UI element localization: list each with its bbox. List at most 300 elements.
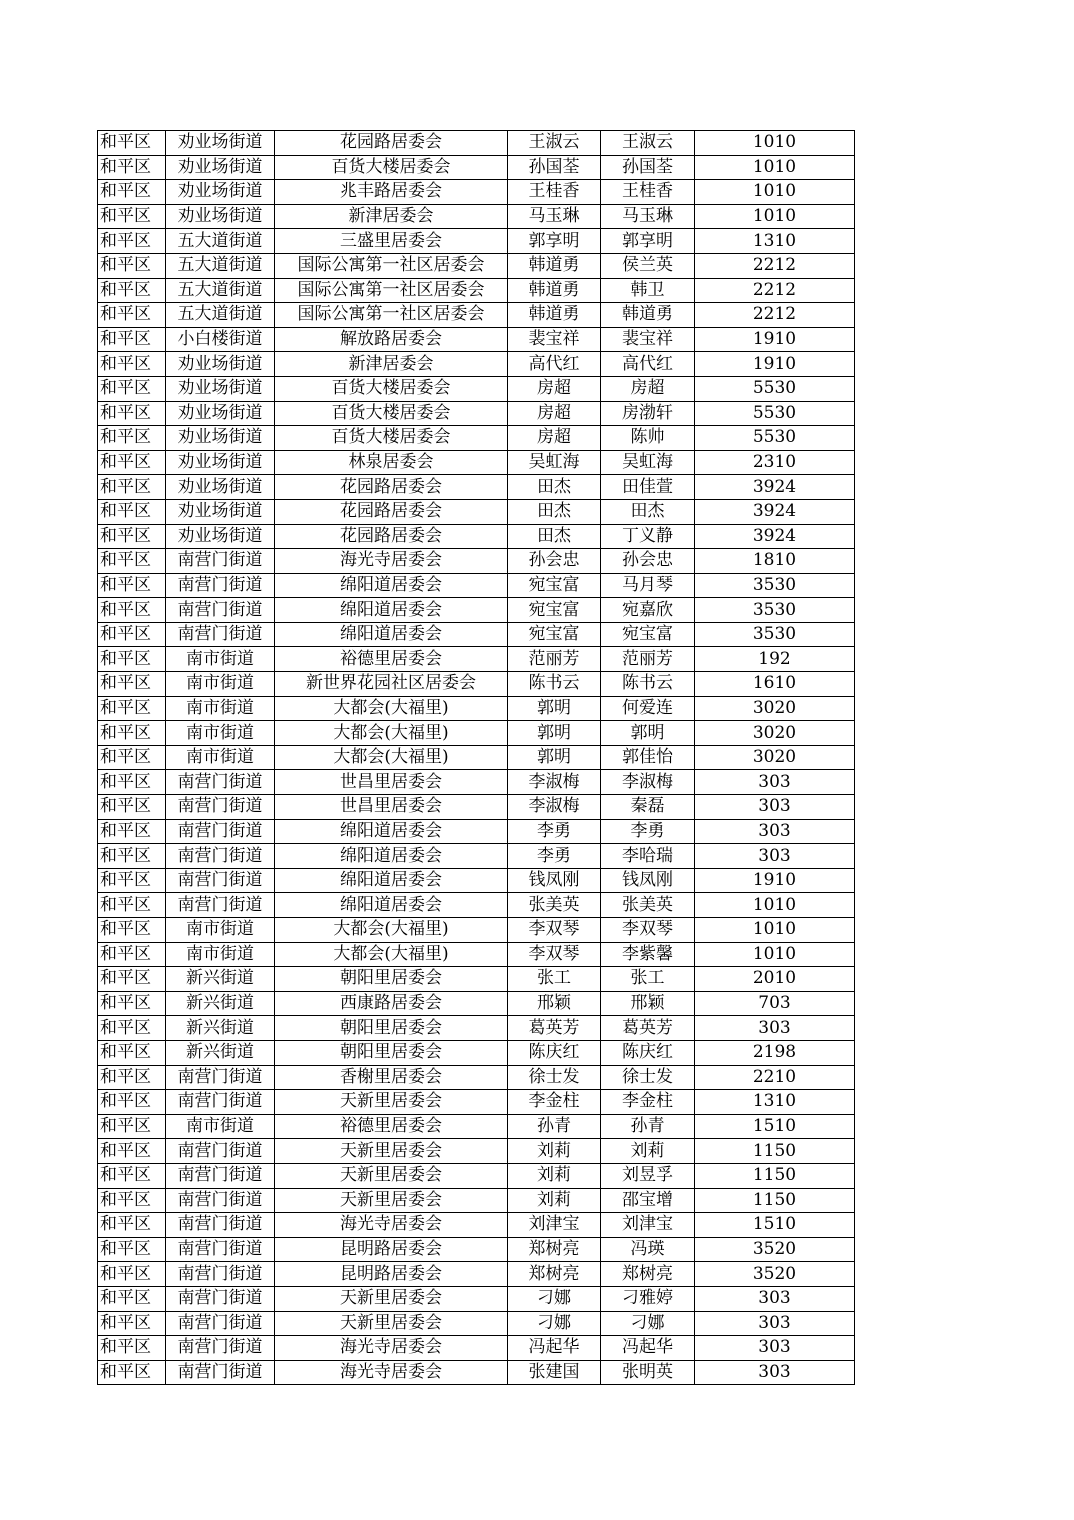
street-cell: 南市街道 [166,672,275,697]
committee-cell: 绵阳道居委会 [275,622,508,647]
number-cell: 303 [695,795,855,820]
member-cell: 李双琴 [601,918,695,943]
number-cell: 1610 [695,672,855,697]
member-cell: 李哈瑞 [601,844,695,869]
table-row [98,819,855,844]
district-cell: 和平区 [98,1139,166,1164]
table-row [98,229,855,254]
member-cell: 裴宝祥 [601,327,695,352]
committee-cell: 绵阳道居委会 [275,598,508,623]
contact-cell: 郑树亮 [508,1237,601,1262]
table-row [98,1360,855,1385]
district-cell: 和平区 [98,524,166,549]
district-cell: 和平区 [98,1262,166,1287]
table-row [98,672,855,697]
street-cell: 南营门街道 [166,1237,275,1262]
contact-cell: 田杰 [508,524,601,549]
member-cell: 冯起华 [601,1336,695,1361]
committee-cell: 新世界花园社区居委会 [275,672,508,697]
district-cell: 和平区 [98,868,166,893]
contact-cell: 刘津宝 [508,1213,601,1238]
number-cell: 3520 [695,1262,855,1287]
table-row [98,770,855,795]
number-cell: 2212 [695,253,855,278]
number-cell: 1510 [695,1114,855,1139]
contact-cell: 李双琴 [508,942,601,967]
table-row [98,942,855,967]
table-row [98,1114,855,1139]
number-cell: 1150 [695,1188,855,1213]
committee-cell: 海光寺居委会 [275,1336,508,1361]
street-cell: 小白楼街道 [166,327,275,352]
street-cell: 南市街道 [166,942,275,967]
district-cell: 和平区 [98,745,166,770]
contact-cell: 房超 [508,401,601,426]
committee-cell: 朝阳里居委会 [275,1040,508,1065]
district-cell: 和平区 [98,278,166,303]
table-row [98,204,855,229]
district-cell: 和平区 [98,376,166,401]
committee-cell: 大都会(大福里) [275,942,508,967]
number-cell: 1810 [695,549,855,574]
contact-cell: 李勇 [508,844,601,869]
member-cell: 邢颖 [601,991,695,1016]
committee-cell: 绵阳道居委会 [275,819,508,844]
contact-cell: 刁娜 [508,1286,601,1311]
contact-cell: 郑树亮 [508,1262,601,1287]
street-cell: 南市街道 [166,721,275,746]
contact-cell: 刘莉 [508,1163,601,1188]
district-cell: 和平区 [98,696,166,721]
number-cell: 3530 [695,573,855,598]
street-cell: 劝业场街道 [166,426,275,451]
number-cell: 1010 [695,204,855,229]
member-cell: 高代红 [601,352,695,377]
number-cell: 2198 [695,1040,855,1065]
committee-cell: 海光寺居委会 [275,549,508,574]
district-cell: 和平区 [98,1090,166,1115]
street-cell: 五大道街道 [166,303,275,328]
table-row [98,475,855,500]
district-cell: 和平区 [98,155,166,180]
committee-cell: 朝阳里居委会 [275,967,508,992]
street-cell: 南营门街道 [166,549,275,574]
street-cell: 五大道街道 [166,253,275,278]
number-cell: 3020 [695,696,855,721]
district-cell: 和平区 [98,819,166,844]
street-cell: 南营门街道 [166,795,275,820]
street-cell: 新兴街道 [166,991,275,1016]
number-cell: 303 [695,1016,855,1041]
street-cell: 劝业场街道 [166,376,275,401]
street-cell: 南营门街道 [166,1090,275,1115]
member-cell: 王桂香 [601,180,695,205]
number-cell: 303 [695,770,855,795]
contact-cell: 李淑梅 [508,770,601,795]
district-cell: 和平区 [98,1286,166,1311]
member-cell: 马玉琳 [601,204,695,229]
committee-cell: 香榭里居委会 [275,1065,508,1090]
committee-cell: 兆丰路居委会 [275,180,508,205]
district-cell: 和平区 [98,672,166,697]
committee-cell: 百货大楼居委会 [275,401,508,426]
number-cell: 1310 [695,229,855,254]
table-row [98,1090,855,1115]
member-cell: 李淑梅 [601,770,695,795]
district-cell: 和平区 [98,1237,166,1262]
member-cell: 李勇 [601,819,695,844]
number-cell: 5530 [695,426,855,451]
contact-cell: 宛宝富 [508,573,601,598]
number-cell: 303 [695,819,855,844]
committee-cell: 西康路居委会 [275,991,508,1016]
street-cell: 南营门街道 [166,1065,275,1090]
committee-cell: 大都会(大福里) [275,721,508,746]
contact-cell: 张美英 [508,893,601,918]
committee-cell: 天新里居委会 [275,1188,508,1213]
committee-cell: 国际公寓第一社区居委会 [275,253,508,278]
member-cell: 徐士发 [601,1065,695,1090]
table-row [98,844,855,869]
table-row [98,991,855,1016]
member-cell: 吴虹海 [601,450,695,475]
contact-cell: 邢颖 [508,991,601,1016]
committee-cell: 朝阳里居委会 [275,1016,508,1041]
committee-cell: 林泉居委会 [275,450,508,475]
table-row [98,352,855,377]
member-cell: 葛英芳 [601,1016,695,1041]
committee-cell: 百货大楼居委会 [275,376,508,401]
number-cell: 5530 [695,376,855,401]
table-row [98,303,855,328]
contact-cell: 李双琴 [508,918,601,943]
district-cell: 和平区 [98,180,166,205]
district-cell: 和平区 [98,229,166,254]
committee-cell: 新津居委会 [275,204,508,229]
contact-cell: 裴宝祥 [508,327,601,352]
table-row [98,721,855,746]
committee-cell: 花园路居委会 [275,475,508,500]
member-cell: 田杰 [601,499,695,524]
member-cell: 何爱连 [601,696,695,721]
district-cell: 和平区 [98,401,166,426]
street-cell: 南营门街道 [166,1360,275,1385]
table-row [98,180,855,205]
table-row [98,1139,855,1164]
contact-cell: 郭明 [508,745,601,770]
table-row [98,967,855,992]
district-cell: 和平区 [98,795,166,820]
contact-cell: 王淑云 [508,131,601,156]
member-cell: 孙国荃 [601,155,695,180]
district-cell: 和平区 [98,967,166,992]
table-row [98,598,855,623]
member-cell: 田佳萱 [601,475,695,500]
committee-cell: 国际公寓第一社区居委会 [275,303,508,328]
table-row [98,1163,855,1188]
district-cell: 和平区 [98,549,166,574]
number-cell: 2212 [695,278,855,303]
district-cell: 和平区 [98,942,166,967]
table-row [98,893,855,918]
street-cell: 南营门街道 [166,598,275,623]
member-cell: 刁娜 [601,1311,695,1336]
district-cell: 和平区 [98,1188,166,1213]
contact-cell: 葛英芳 [508,1016,601,1041]
contact-cell: 冯起华 [508,1336,601,1361]
contact-cell: 田杰 [508,475,601,500]
street-cell: 新兴街道 [166,1016,275,1041]
number-cell: 1310 [695,1090,855,1115]
district-cell: 和平区 [98,1016,166,1041]
street-cell: 南市街道 [166,647,275,672]
number-cell: 5530 [695,401,855,426]
committee-cell: 海光寺居委会 [275,1213,508,1238]
contact-cell: 郭明 [508,721,601,746]
committee-cell: 绵阳道居委会 [275,893,508,918]
table-row [98,1065,855,1090]
district-cell: 和平区 [98,253,166,278]
district-cell: 和平区 [98,598,166,623]
number-cell: 3530 [695,622,855,647]
committee-cell: 世昌里居委会 [275,770,508,795]
number-cell: 2212 [695,303,855,328]
member-cell: 郭明 [601,721,695,746]
contact-cell: 孙会忠 [508,549,601,574]
number-cell: 3924 [695,499,855,524]
district-cell: 和平区 [98,1065,166,1090]
table-row [98,1188,855,1213]
street-cell: 劝业场街道 [166,524,275,549]
number-cell: 1510 [695,1213,855,1238]
contact-cell: 李淑梅 [508,795,601,820]
table-row [98,401,855,426]
member-cell: 韩道勇 [601,303,695,328]
table-row [98,647,855,672]
street-cell: 劝业场街道 [166,450,275,475]
table-row [98,1237,855,1262]
contact-cell: 王桂香 [508,180,601,205]
street-cell: 五大道街道 [166,229,275,254]
street-cell: 新兴街道 [166,967,275,992]
street-cell: 南营门街道 [166,868,275,893]
district-cell: 和平区 [98,1163,166,1188]
number-cell: 3924 [695,524,855,549]
contact-cell: 刁娜 [508,1311,601,1336]
member-cell: 李紫馨 [601,942,695,967]
member-cell: 刘昱孚 [601,1163,695,1188]
district-cell: 和平区 [98,1336,166,1361]
table-row [98,524,855,549]
street-cell: 新兴街道 [166,1040,275,1065]
street-cell: 南市街道 [166,918,275,943]
street-cell: 南营门街道 [166,1139,275,1164]
contact-cell: 韩道勇 [508,303,601,328]
district-cell: 和平区 [98,131,166,156]
number-cell: 303 [695,1336,855,1361]
committee-cell: 天新里居委会 [275,1311,508,1336]
committee-cell: 天新里居委会 [275,1090,508,1115]
member-cell: 韩卫 [601,278,695,303]
committee-cell: 大都会(大福里) [275,696,508,721]
district-cell: 和平区 [98,499,166,524]
number-cell: 1150 [695,1139,855,1164]
table-row [98,450,855,475]
member-cell: 孙会忠 [601,549,695,574]
committee-cell: 新津居委会 [275,352,508,377]
table-row [98,155,855,180]
member-cell: 范丽芳 [601,647,695,672]
number-cell: 1910 [695,352,855,377]
street-cell: 南营门街道 [166,819,275,844]
committee-cell: 裕德里居委会 [275,1114,508,1139]
committee-cell: 海光寺居委会 [275,1360,508,1385]
contact-cell: 郭明 [508,696,601,721]
number-cell: 1010 [695,918,855,943]
member-cell: 王淑云 [601,131,695,156]
contact-cell: 田杰 [508,499,601,524]
district-cell: 和平区 [98,1360,166,1385]
street-cell: 南营门街道 [166,573,275,598]
street-cell: 南市街道 [166,745,275,770]
table-row [98,1336,855,1361]
number-cell: 703 [695,991,855,1016]
street-cell: 南营门街道 [166,1163,275,1188]
table-row [98,327,855,352]
member-cell: 刘莉 [601,1139,695,1164]
contact-cell: 刘莉 [508,1188,601,1213]
district-cell: 和平区 [98,1213,166,1238]
street-cell: 五大道街道 [166,278,275,303]
contact-cell: 房超 [508,426,601,451]
committee-cell: 绵阳道居委会 [275,844,508,869]
number-cell: 2310 [695,450,855,475]
table-body [98,131,855,1385]
table-row [98,1016,855,1041]
table-row [98,253,855,278]
contact-cell: 徐士发 [508,1065,601,1090]
committee-cell: 天新里居委会 [275,1286,508,1311]
contact-cell: 宛宝富 [508,598,601,623]
committee-cell: 国际公寓第一社区居委会 [275,278,508,303]
table-row [98,573,855,598]
district-cell: 和平区 [98,303,166,328]
contact-cell: 张建国 [508,1360,601,1385]
member-cell: 陈书云 [601,672,695,697]
committee-cell: 绵阳道居委会 [275,573,508,598]
district-cell: 和平区 [98,573,166,598]
member-cell: 钱凤刚 [601,868,695,893]
contact-cell: 马玉琳 [508,204,601,229]
contact-cell: 陈书云 [508,672,601,697]
number-cell: 1010 [695,155,855,180]
committee-cell: 世昌里居委会 [275,795,508,820]
member-cell: 邵宝增 [601,1188,695,1213]
number-cell: 303 [695,1360,855,1385]
district-cell: 和平区 [98,327,166,352]
table-row [98,622,855,647]
committee-cell: 天新里居委会 [275,1163,508,1188]
member-cell: 侯兰英 [601,253,695,278]
number-cell: 3924 [695,475,855,500]
street-cell: 南市街道 [166,1114,275,1139]
spreadsheet [97,130,855,1385]
contact-cell: 郭享明 [508,229,601,254]
number-cell: 303 [695,1286,855,1311]
table-row [98,868,855,893]
data-table [97,130,855,1385]
contact-cell: 刘莉 [508,1139,601,1164]
district-cell: 和平区 [98,450,166,475]
number-cell: 3020 [695,721,855,746]
number-cell: 1910 [695,868,855,893]
table-row [98,278,855,303]
committee-cell: 天新里居委会 [275,1139,508,1164]
street-cell: 南市街道 [166,696,275,721]
district-cell: 和平区 [98,475,166,500]
committee-cell: 裕德里居委会 [275,647,508,672]
street-cell: 劝业场街道 [166,499,275,524]
number-cell: 1150 [695,1163,855,1188]
contact-cell: 李金柱 [508,1090,601,1115]
contact-cell: 孙青 [508,1114,601,1139]
street-cell: 劝业场街道 [166,352,275,377]
table-row [98,426,855,451]
district-cell: 和平区 [98,844,166,869]
table-row [98,1262,855,1287]
member-cell: 李金柱 [601,1090,695,1115]
member-cell: 冯瑛 [601,1237,695,1262]
member-cell: 孙青 [601,1114,695,1139]
member-cell: 宛嘉欣 [601,598,695,623]
contact-cell: 房超 [508,376,601,401]
district-cell: 和平区 [98,352,166,377]
committee-cell: 昆明路居委会 [275,1262,508,1287]
street-cell: 劝业场街道 [166,204,275,229]
district-cell: 和平区 [98,647,166,672]
contact-cell: 吴虹海 [508,450,601,475]
district-cell: 和平区 [98,1114,166,1139]
table-row [98,549,855,574]
district-cell: 和平区 [98,918,166,943]
member-cell: 房渤轩 [601,401,695,426]
number-cell: 2210 [695,1065,855,1090]
member-cell: 马月琴 [601,573,695,598]
street-cell: 南营门街道 [166,1286,275,1311]
street-cell: 南营门街道 [166,770,275,795]
committee-cell: 解放路居委会 [275,327,508,352]
street-cell: 南营门街道 [166,622,275,647]
number-cell: 3020 [695,745,855,770]
number-cell: 192 [695,647,855,672]
district-cell: 和平区 [98,204,166,229]
district-cell: 和平区 [98,622,166,647]
contact-cell: 张工 [508,967,601,992]
number-cell: 1010 [695,893,855,918]
table-row [98,376,855,401]
contact-cell: 韩道勇 [508,278,601,303]
district-cell: 和平区 [98,770,166,795]
member-cell: 张美英 [601,893,695,918]
district-cell: 和平区 [98,991,166,1016]
committee-cell: 大都会(大福里) [275,918,508,943]
contact-cell: 范丽芳 [508,647,601,672]
street-cell: 南营门街道 [166,1311,275,1336]
table-row [98,1286,855,1311]
street-cell: 劝业场街道 [166,155,275,180]
district-cell: 和平区 [98,893,166,918]
member-cell: 陈庆红 [601,1040,695,1065]
